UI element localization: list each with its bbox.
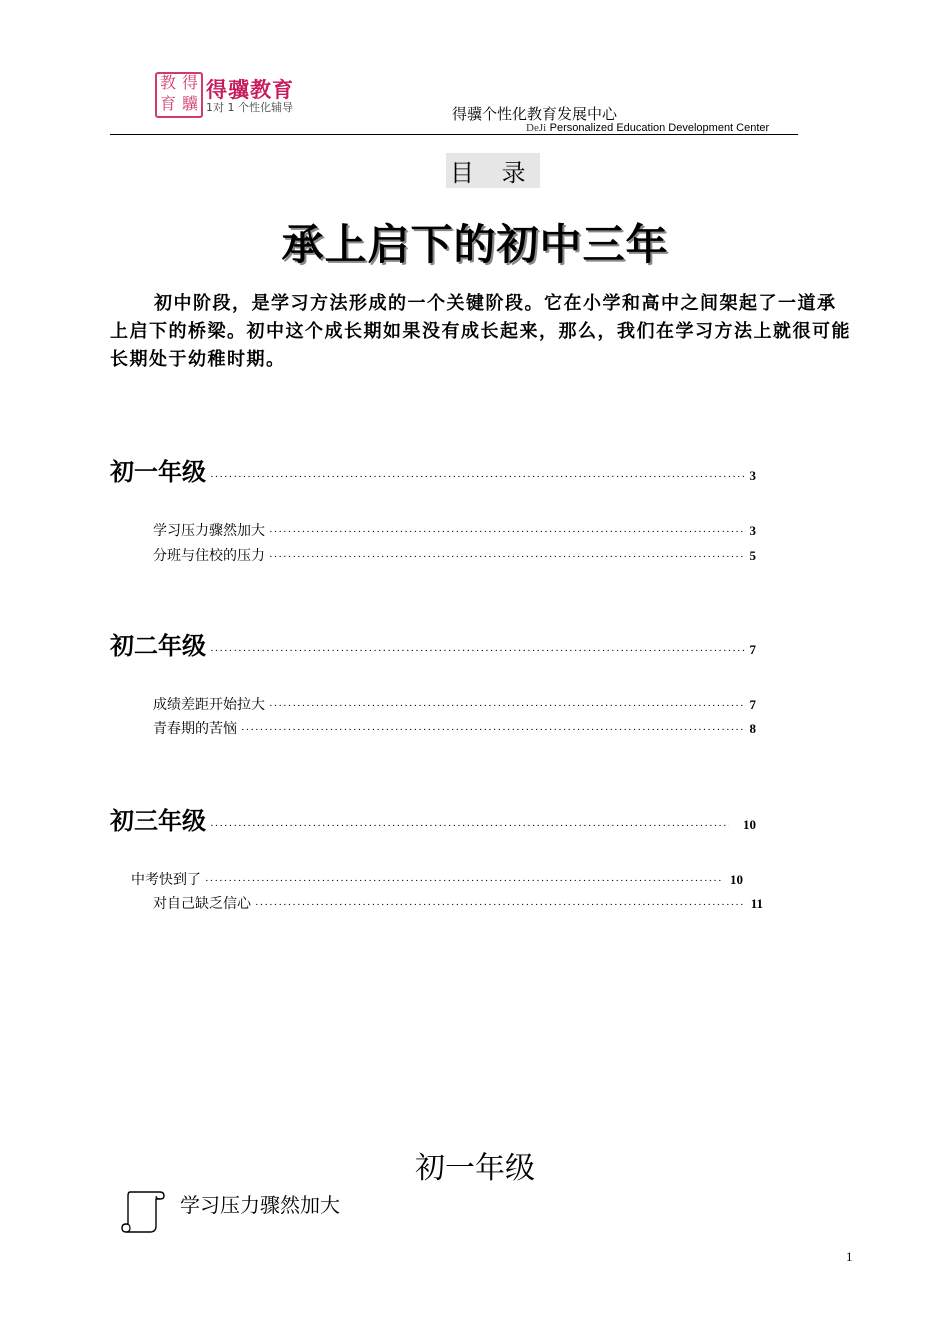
scroll-icon <box>120 1188 166 1234</box>
toc-entry[interactable] <box>153 694 756 714</box>
toc-entry[interactable] <box>153 545 756 565</box>
toc-label: 初二年级 <box>110 631 206 660</box>
toc-entry[interactable] <box>131 869 743 889</box>
toc-page: 3 <box>749 468 756 483</box>
logo-slogan: 1对 1 个性化辅导 <box>206 101 293 114</box>
toc-label: 成绩差距开始拉大 <box>153 697 265 713</box>
toc-label: 对自己缺乏信心 <box>153 896 251 912</box>
toc-label: 分班与住校的压力 <box>153 548 265 564</box>
toc-leader <box>241 724 746 736</box>
center-name: 得骥个性化教育发展中心 <box>452 105 618 123</box>
toc-label: 初一年级 <box>110 457 206 486</box>
page-number: 1 <box>846 1249 853 1264</box>
toc-page: 11 <box>750 896 763 911</box>
center-english-name <box>526 121 769 134</box>
toc-entry-grade-3[interactable] <box>110 801 756 836</box>
toc-leader <box>269 526 746 538</box>
toc-entry-grade-1[interactable] <box>110 452 756 487</box>
logo-name: 得骥教育 <box>206 78 294 102</box>
toc-label: 初三年级 <box>110 806 206 835</box>
toc-label: 学习压力骤然加大 <box>153 523 265 539</box>
toc-label: 青春期的苦恼 <box>153 721 237 737</box>
toc-entry[interactable] <box>153 718 756 738</box>
toc-leader <box>269 700 746 712</box>
toc-page: 3 <box>749 523 756 538</box>
main-title: 承上启下的初中三年 <box>281 220 669 269</box>
logo-seal: 教 得 育 驥 <box>155 72 203 118</box>
toc-leader <box>255 899 743 911</box>
toc-page: 10 <box>730 872 743 887</box>
sub-heading: 学习压力骤然加大 <box>180 1193 340 1217</box>
toc-leader <box>210 645 746 657</box>
toc-page: 10 <box>743 817 756 832</box>
center-en-prefix: DeJi <box>526 122 547 134</box>
toc-page: 7 <box>749 697 756 712</box>
center-en-rest: Personalized Education Development Center <box>549 122 770 134</box>
toc-page: 5 <box>749 548 756 563</box>
toc-leader <box>205 875 722 887</box>
toc-label: 中考快到了 <box>131 872 201 888</box>
header-rule <box>110 134 798 135</box>
toc-entry[interactable] <box>153 520 756 540</box>
toc-leader <box>210 820 729 832</box>
toc-title: 目 录 <box>446 153 540 188</box>
toc-page: 8 <box>749 721 756 736</box>
section-heading: 初一年级 <box>415 1151 535 1186</box>
intro-paragraph: 初中阶段，是学习方法形成的一个关键阶段。它在小学和高中之间架起了一道承上启下的桥梁。初中这个成长期如果没有成长起来，那么，我们在学习方法上就很可能长期处于幼稚时期。 <box>110 293 851 370</box>
toc-leader <box>269 551 746 563</box>
toc-entry[interactable] <box>153 893 763 913</box>
toc-entry-grade-2[interactable] <box>110 626 756 661</box>
toc-page: 7 <box>749 642 756 657</box>
toc-leader <box>210 471 746 483</box>
